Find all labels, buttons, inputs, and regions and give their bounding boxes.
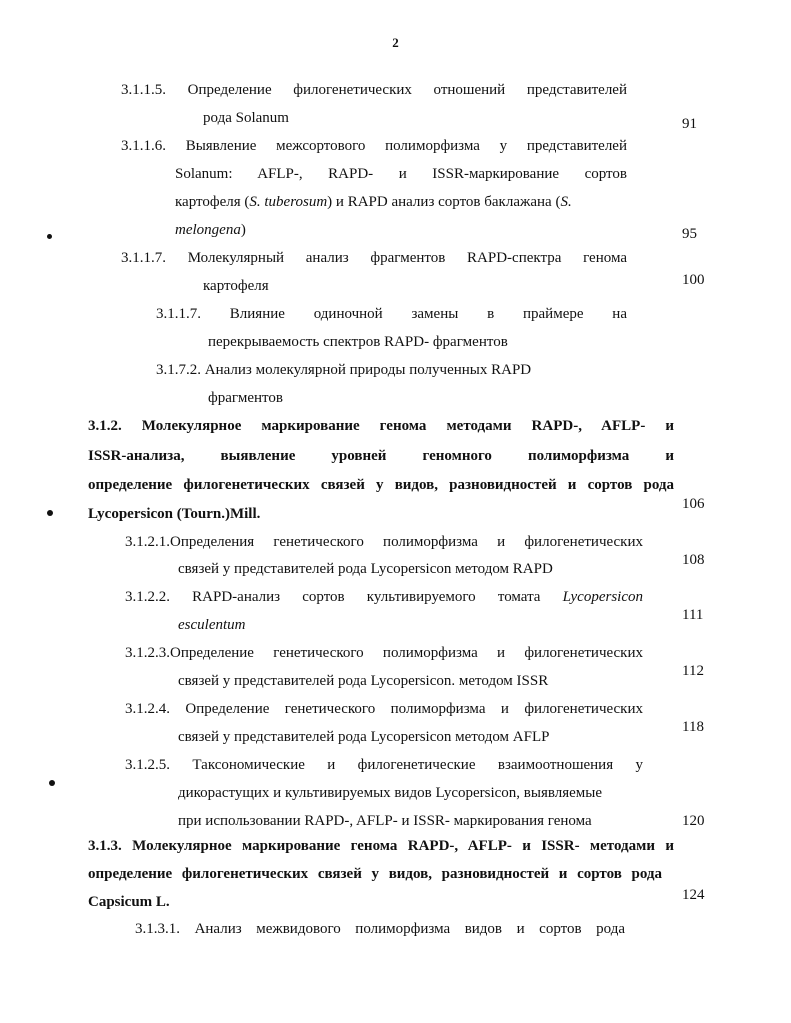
toc-section-line: ISSR-анализа, выявление уровней геномного полиморфизма и (88, 448, 674, 464)
toc-page-number: 100 (682, 272, 705, 288)
toc-entry-line: 3.1.1.6. Выявление межсортового полиморфизма у представителей (121, 138, 627, 154)
toc-entry-line: 3.1.2.1.Определения генетического полиморфизма и филогенетических (125, 534, 643, 550)
toc-page-number: 118 (682, 719, 704, 735)
toc-section-line: 3.1.2. Молекулярное маркирование генома методами RAPD-, AFLP- и (88, 418, 674, 434)
toc-entry-line: при использовании RAPD-, AFLP- и ISSR- маркирования генома (178, 813, 592, 829)
toc-entry-line: 3.1.3.1. Анализ межвидового полиморфизма видов и сортов рода (135, 921, 625, 937)
scan-speck (47, 234, 52, 239)
toc-section-line: Capsicum L. (88, 894, 170, 910)
toc-page-number: 108 (682, 552, 705, 568)
toc-page-number: 112 (682, 663, 704, 679)
toc-entry-line: 3.1.1.7. Влияние одиночной замены в праймере на (156, 306, 627, 322)
toc-entry-line: связей у представителей рода Lycopersicon. методом ISSR (178, 673, 549, 689)
toc-page-number: 124 (682, 887, 705, 903)
toc-entry-line: 3.1.7.2. Анализ молекулярной природы полученных RAPD (156, 362, 532, 378)
toc-entry-line: картофеля (203, 278, 269, 294)
toc-entry-line: картофеля (S. tuberosum) и RAPD анализ сортов баклажана (S. (175, 194, 572, 210)
toc-page-number: 120 (682, 813, 705, 829)
toc-section-line: определение филогенетических связей у видов, разновидностей и сортов рода (88, 477, 674, 493)
toc-entry-line: 3.1.2.2. RAPD-анализ сортов культивируемого томата Lycopersicon (125, 589, 643, 605)
toc-entry-line: 3.1.2.5. Таксономические и филогенетические взаимоотношения у (125, 757, 643, 773)
toc-entry-line: связей у представителей рода Lycopersicon методом RAPD (178, 561, 553, 577)
toc-entry-line: 3.1.2.4. Определение генетического полиморфизма и филогенетических (125, 701, 643, 717)
toc-page-number: 106 (682, 496, 705, 512)
toc-entry-line: рода Solanum (203, 110, 289, 126)
toc-entry-line: фрагментов (208, 390, 283, 406)
toc-entry-line: перекрываемость спектров RAPD- фрагментов (208, 334, 508, 350)
toc-entry-line: esculentum (178, 617, 246, 633)
toc-entry-line: melongena) (175, 222, 246, 238)
toc-entry-line: Solanum: AFLP-, RAPD- и ISSR-маркирование сортов (175, 166, 627, 182)
toc-section-line: определение филогенетических связей у видов, разновидностей и сортов рода (88, 866, 662, 882)
toc-page-number: 111 (682, 607, 704, 623)
scan-speck (49, 780, 55, 786)
toc-entry-line: дикорастущих и культивируемых видов Lycopersicon, выявляемые (178, 785, 603, 801)
toc-entry-line: 3.1.1.7. Молекулярный анализ фрагментов RAPD-спектра генома (121, 250, 627, 266)
toc-section-line: 3.1.3. Молекулярное маркирование генома RAPD-, AFLP- и ISSR- методами и (88, 838, 674, 854)
toc-entry-line: 3.1.1.5. Определение филогенетических отношений представителей (121, 82, 627, 98)
toc-entry-line: связей у представителей рода Lycopersicon методом AFLP (178, 729, 550, 745)
toc-page-number: 91 (682, 116, 697, 132)
scan-speck (47, 510, 53, 516)
toc-entry-line: 3.1.2.3.Определение генетического полиморфизма и филогенетических (125, 645, 643, 661)
page-number: 2 (392, 35, 399, 50)
toc-page-number: 95 (682, 226, 697, 242)
toc-section-line: Lycopersicon (Tourn.)Mill. (88, 506, 261, 522)
